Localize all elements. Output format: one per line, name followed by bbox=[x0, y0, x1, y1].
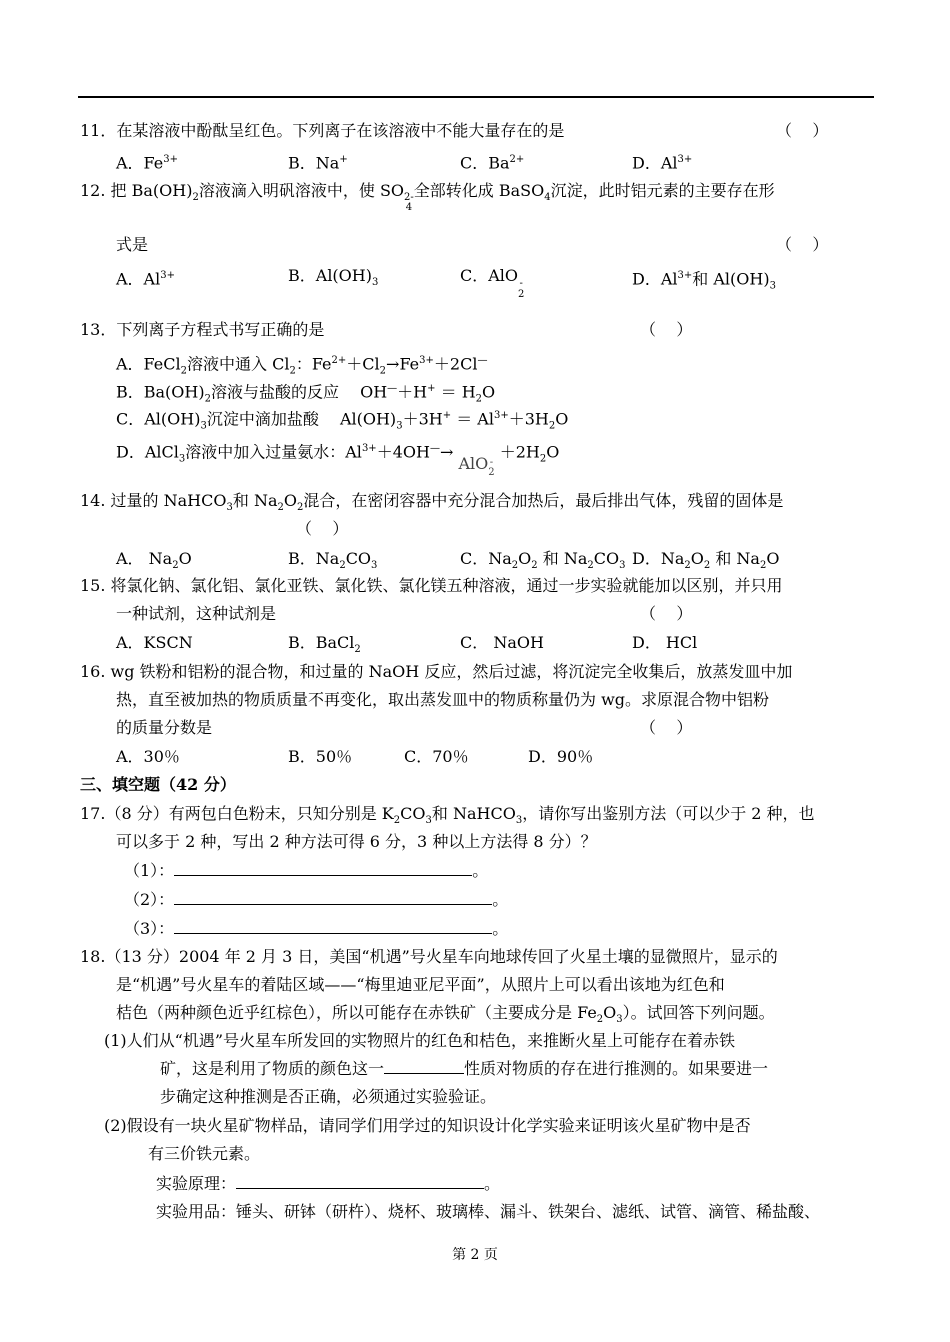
q18-part2-line2: 有三价铁元素。 bbox=[148, 1144, 261, 1163]
q11-answer-paren: （ ） bbox=[776, 121, 829, 140]
q15-option-c: C． NaOH bbox=[460, 633, 544, 652]
q18-principle: 实验原理： 。 bbox=[156, 1174, 501, 1193]
q13-stem: 13．下列离子方程式书写正确的是 bbox=[80, 320, 325, 339]
q14-option-d: D．$Na_2O_2$ 和 $Na_2O$ bbox=[632, 549, 780, 572]
q16-stem-line3: 的质量分数是 bbox=[116, 718, 213, 737]
q15-option-a: A．KSCN bbox=[116, 633, 193, 652]
q16-option-c: C．70％ bbox=[404, 747, 469, 766]
q12-option-d: D．$Al^{3+}$和 $Al(OH)_3$ bbox=[632, 269, 776, 292]
q15-answer-paren: （ ） bbox=[640, 604, 693, 623]
section-heading-fill-in: 三、填空题（42 分） bbox=[80, 775, 236, 794]
q15-option-d: D． HCl bbox=[632, 633, 698, 652]
q17-answer-2: （2）： 。 bbox=[124, 890, 509, 909]
q16-stem-line1: 16. wg 铁粉和铝粉的混合物，和过量的 NaOH 反应，然后过滤，将沉淀完全收集后，放蒸发皿中加 bbox=[80, 662, 793, 681]
q18-property-blank[interactable] bbox=[384, 1059, 464, 1074]
q14-stem: 14. 过量的 NaHCO$_3$和 $Na_2O_2$混合，在密闭容器中充分混合加热后，最后排出气体，残留的固体是 bbox=[80, 491, 784, 514]
q16-option-a: A．30％ bbox=[116, 747, 180, 766]
q18-supplies: 实验用品：锤头、研钵（研杵）、烧杯、玻璃棒、漏斗、铁架台、滤纸、试管、滴管、稀盐酸、 bbox=[156, 1202, 821, 1221]
q12-option-b: B．$Al(OH)_3$ bbox=[288, 266, 379, 289]
q17-answer-1-blank[interactable] bbox=[174, 861, 472, 876]
q11-option-c: C．$Ba^{2+}$ bbox=[460, 153, 525, 173]
q17-stem-line1: 17.（8 分）有两包白色粉末，只知分别是 $K_2CO_3$和 NaHCO$_3$，请你写出鉴别方法（可以少于 2 种，也 bbox=[80, 804, 815, 827]
q18-part2-line1: (2)假设有一块火星矿物样品，请同学们用学过的知识设计化学实验来证明该火星矿物中是否 bbox=[104, 1116, 751, 1135]
page-number: 第 2 页 bbox=[452, 1247, 498, 1263]
q11-option-d: D．$Al^{3+}$ bbox=[632, 153, 693, 173]
q11-stem: 11．在某溶液中酚酞呈红色。下列离子在该溶液中不能大量存在的是 bbox=[80, 121, 565, 140]
q12-answer-paren: （ ） bbox=[776, 235, 829, 254]
q15-option-b: B．BaCl$_2$ bbox=[288, 633, 361, 656]
q15-stem-line1: 15. 将氯化钠、氯化铝、氯化亚铁、氯化铁、氯化镁五种溶液，通过一步实验就能加以区别，并只用 bbox=[80, 576, 783, 595]
q16-answer-paren: （ ） bbox=[640, 718, 693, 737]
q13-aluminate-formula: AlO- 2 bbox=[458, 454, 495, 479]
q14-option-b: B．$Na_2CO_3$ bbox=[288, 549, 378, 572]
q18-part1-line1: (1)人们从“机遇”号火星车所发回的实物照片的红色和桔色，来推断火星上可能存在着赤铁 bbox=[104, 1031, 736, 1050]
q11-option-a: A．$Fe^{3+}$ bbox=[116, 153, 179, 173]
q17-stem-line2: 可以多于 2 种，写出 2 种方法可得 6 分，3 种以上方法得 8 分）？ bbox=[116, 832, 597, 851]
q13-answer-paren: （ ） bbox=[640, 320, 693, 339]
q18-part1-line3: 步确定这种推测是否正确，必须通过实验验证。 bbox=[160, 1087, 497, 1106]
q13-option-a: A．FeCl$_2$溶液中通入 $Cl_2$：$Fe^{2+}+Cl_2\to Fe^{3+}+2Cl^—$ bbox=[116, 354, 488, 377]
q18-stem-line2: 是“机遇”号火星车的着陆区域——“梅里迪亚尼平面”，从照片上可以看出该地为红色和 bbox=[116, 975, 725, 994]
q16-option-b: B．50％ bbox=[288, 747, 353, 766]
q14-option-c: C．$Na_2O_2$ 和 $Na_2CO_3$ bbox=[460, 549, 626, 572]
q12-option-a: A．$Al^{3+}$ bbox=[116, 269, 175, 289]
q12-stem-line1: 12. 把 $Ba(OH)_2$溶液滴入明矾溶液中，使 SO2- 4全部转化成 BaSO$_4$沉淀，此时铝元素的主要存在形 bbox=[80, 181, 775, 213]
q17-answer-1: （1）： 。 bbox=[124, 861, 489, 880]
q16-stem-line2: 热，直至被加热的物质质量不再变化，取出蒸发皿中的物质称量仍为 wg。求原混合物中铝粉 bbox=[116, 690, 770, 709]
q13-option-c: C．$Al(OH)_3$沉淀中滴加盐酸 $Al(OH)_3+3H^+ = Al^{3+}+3H_2O$ bbox=[116, 409, 569, 432]
q16-option-d: D．90％ bbox=[528, 747, 594, 766]
q17-answer-3: （3）： 。 bbox=[124, 919, 509, 938]
q15-stem-line2: 一种试剂，这种试剂是 bbox=[116, 604, 277, 623]
q14-answer-paren: （ ） bbox=[296, 519, 349, 538]
q18-part1-line2: 矿，这是利用了物质的颜色这一 性质对物质的存在进行推测的。如果要进一 bbox=[160, 1059, 769, 1078]
q17-answer-3-blank[interactable] bbox=[174, 919, 492, 934]
q13-option-b: B．$Ba(OH)_2$溶液与盐酸的反应 $OH^—+H^+ = H_2O$ bbox=[116, 382, 496, 405]
q18-stem-line1: 18.（13 分）2004 年 2 月 3 日，美国“机遇”号火星车向地球传回了火星土壤的显微照片，显示的 bbox=[80, 947, 778, 966]
q18-stem-line3: 桔色（两种颜色近乎红棕色），所以可能存在赤铁矿（主要成分是 $Fe_2O_3$）。试回答下列问题。 bbox=[116, 1003, 775, 1026]
q14-option-a: A． $Na_2O$ bbox=[116, 549, 192, 572]
header-rule bbox=[78, 96, 874, 98]
q12-option-c: C．AlO- 2 bbox=[460, 266, 525, 300]
q17-answer-2-blank[interactable] bbox=[174, 890, 492, 905]
q18-principle-blank[interactable] bbox=[236, 1174, 484, 1189]
q12-stem-line2: 式是 bbox=[116, 235, 149, 254]
q13-option-d: D．AlCl$_3$溶液中加入过量氨水：$Al^{3+}+4OH^—\to AlO-$ $2 +2H_2O$ bbox=[116, 442, 560, 479]
q11-option-b: B．Na+ bbox=[288, 153, 348, 173]
